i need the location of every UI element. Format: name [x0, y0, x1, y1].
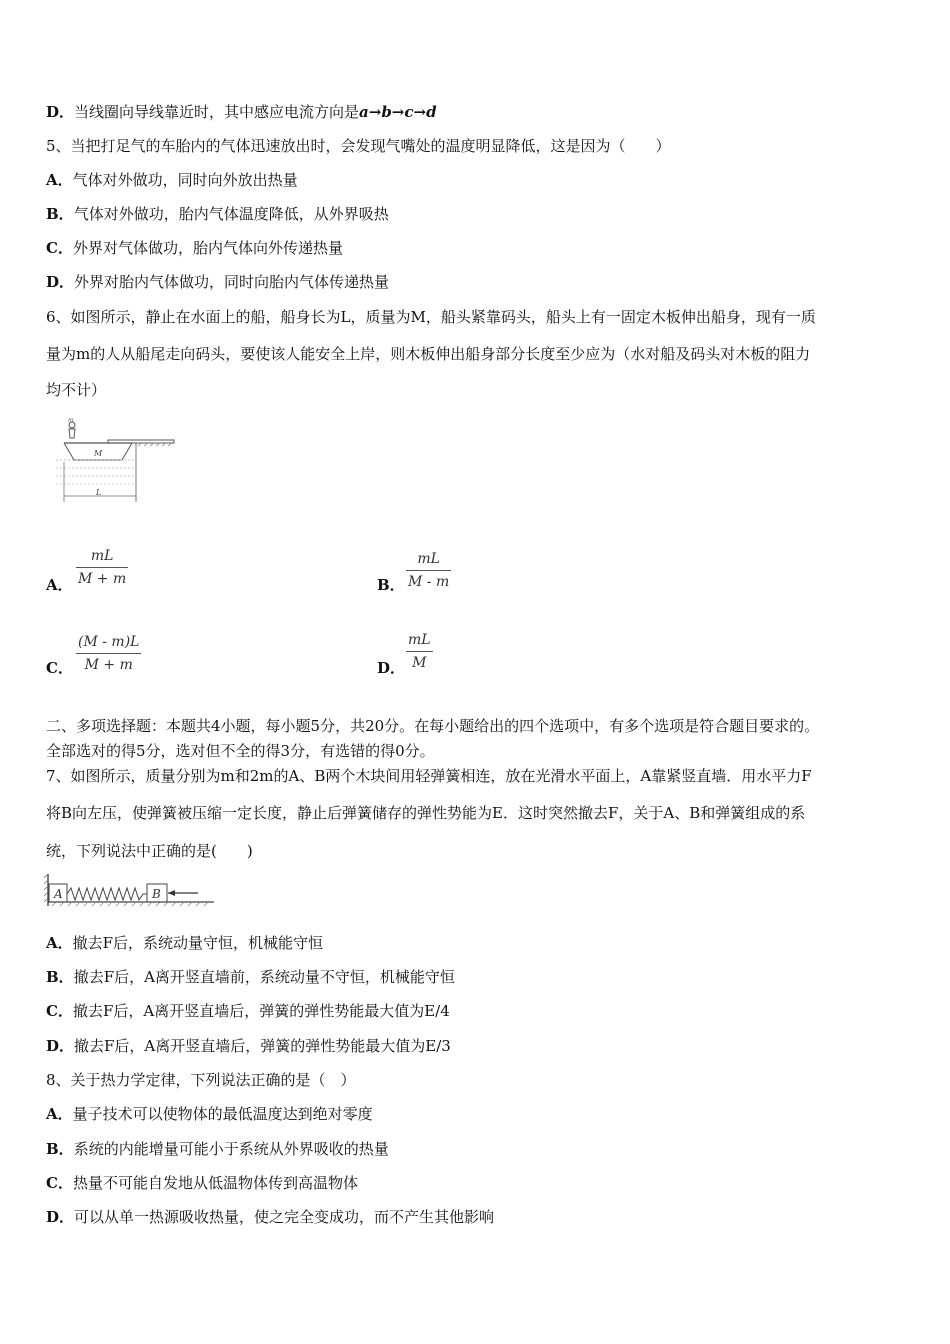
spring [67, 888, 147, 900]
q7-option-d [46, 1036, 451, 1056]
q7-stem-line2: 将B向左压，使弹簧被压缩一定长度，静止后弹簧储存的弹性势能为E．这时突然撤去F，关于A、B和弹簧组成的系 [46, 804, 806, 822]
q6-option-c-fraction [76, 634, 141, 673]
q7-stem-line1: 7、如图所示，质量分别为m和2m的A、B两个木块间用轻弹簧相连，放在光滑水平面上，A靠紧竖直墙．用水平力F [46, 767, 812, 785]
option-text: 热量不可能自发地从低温物体传到高温物体 [72, 1174, 358, 1192]
q5-option-a [46, 170, 298, 190]
person-body-icon [69, 429, 75, 438]
q6-option-a-fraction [76, 548, 128, 587]
length-label: L [96, 488, 102, 497]
q6-stem-line3: 均不计） [46, 381, 107, 399]
option-text: 气体对外做功，胎内气体温度降低，从外界吸热 [73, 205, 389, 223]
denominator: M [406, 651, 433, 671]
denominator: M + m [76, 567, 128, 587]
q6-option-a-label: A． [46, 576, 73, 594]
section2-heading-line2: 全部选对的得5分，选对但不全的得3分，有选错的得0分。 [46, 742, 435, 760]
numerator: mL [408, 632, 431, 648]
q6-option-c-label: C． [46, 659, 73, 677]
q4-option-d [46, 102, 437, 122]
option-label: C． [46, 1002, 73, 1020]
q5-stem: 5、当把打足气的车胎内的气体迅速放出时，会发现气嘴处的温度明显降低，这是因为（ ） [46, 137, 671, 155]
q6-option-d-label: D． [377, 659, 406, 677]
q5-option-b [46, 204, 389, 224]
force-arrowhead-icon [168, 890, 175, 896]
option-text: 当线圈向导线靠近时，其中感应电流方向是 [74, 103, 360, 121]
q5-option-c [46, 238, 343, 258]
option-label: D． [46, 1037, 75, 1055]
denominator: M - m [406, 570, 451, 590]
option-label: D． [46, 1208, 75, 1226]
block-b-label: B [152, 887, 161, 901]
option-text: 外界对胎内气体做功，同时向胎内气体传递热量 [74, 273, 390, 291]
q8-option-d [46, 1207, 494, 1227]
q8-option-b [46, 1139, 389, 1159]
person-label: m [68, 417, 74, 424]
q8-stem: 8、关于热力学定律，下列说法正确的是（ ） [46, 1071, 356, 1089]
numerator: mL [417, 551, 440, 567]
q8-option-a [46, 1104, 373, 1124]
q6-option-b-fraction [406, 551, 451, 590]
option-text: 撤去F后，A离开竖直墙后，弹簧的弹性势能最大值为E/3 [74, 1037, 451, 1055]
option-label: B． [46, 1140, 74, 1158]
q7-stem-line3: 统，下列说法中正确的是( ) [46, 842, 253, 860]
option-label: C． [46, 1174, 73, 1192]
option-text: 可以从单一热源吸收热量，使之完全变成功，而不产生其他影响 [74, 1208, 495, 1226]
option-label: A． [46, 1105, 73, 1123]
option-label: D． [46, 103, 75, 121]
option-label: A． [46, 171, 73, 189]
q7-option-b [46, 967, 455, 987]
q6-stem-line1: 6、如图所示，静止在水面上的船，船身长为L，质量为M，船头紧靠码头，船头上有一固定木板伸出船身，现有一质 [46, 308, 816, 326]
q6-option-d-fraction [406, 632, 433, 671]
option-text: 撤去F后，系统动量守恒，机械能守恒 [72, 934, 324, 952]
option-label: C． [46, 239, 73, 257]
boat-mass-label: M [94, 449, 103, 458]
option-text: 气体对外做功，同时向外放出热量 [72, 171, 298, 189]
q6-option-b-label: B． [377, 576, 405, 594]
numerator: (M - m)L [78, 634, 140, 650]
option-label: A． [46, 934, 73, 952]
option-label: B． [46, 205, 74, 223]
option-label: B． [46, 968, 74, 986]
current-direction: a→b→c→d [359, 103, 437, 121]
q6-stem-line2: 量为m的人从船尾走向码头，要使该人能安全上岸，则木板伸出船身部分长度至少应为（水对船及码头对木板的阻力 [46, 345, 811, 363]
option-text: 系统的内能增量可能小于系统从外界吸收的热量 [73, 1140, 389, 1158]
numerator: mL [90, 548, 114, 564]
denominator: M + m [76, 653, 141, 673]
option-text: 撤去F后，A离开竖直墙后，弹簧的弹性势能最大值为E/4 [72, 1002, 450, 1020]
q7-option-c [46, 1001, 450, 1021]
q7-option-a [46, 933, 323, 953]
spring-figure [44, 870, 216, 910]
option-text: 撤去F后，A离开竖直墙前，系统动量不守恒，机械能守恒 [73, 968, 455, 986]
option-text: 量子技术可以使物体的最低温度达到绝对零度 [72, 1105, 373, 1123]
q8-option-c [46, 1173, 358, 1193]
option-label: D． [46, 273, 75, 291]
block-a-label: A [54, 887, 63, 901]
option-text: 外界对气体做功，胎内气体向外传递热量 [72, 239, 343, 257]
q5-option-d [46, 272, 389, 292]
section2-heading-line1: 二、多项选择题：本题共4小题，每小题5分，共20分。在每小题给出的四个选项中，有多个选项是符合题目要求的。 [46, 717, 820, 735]
boat-figure [52, 416, 178, 506]
